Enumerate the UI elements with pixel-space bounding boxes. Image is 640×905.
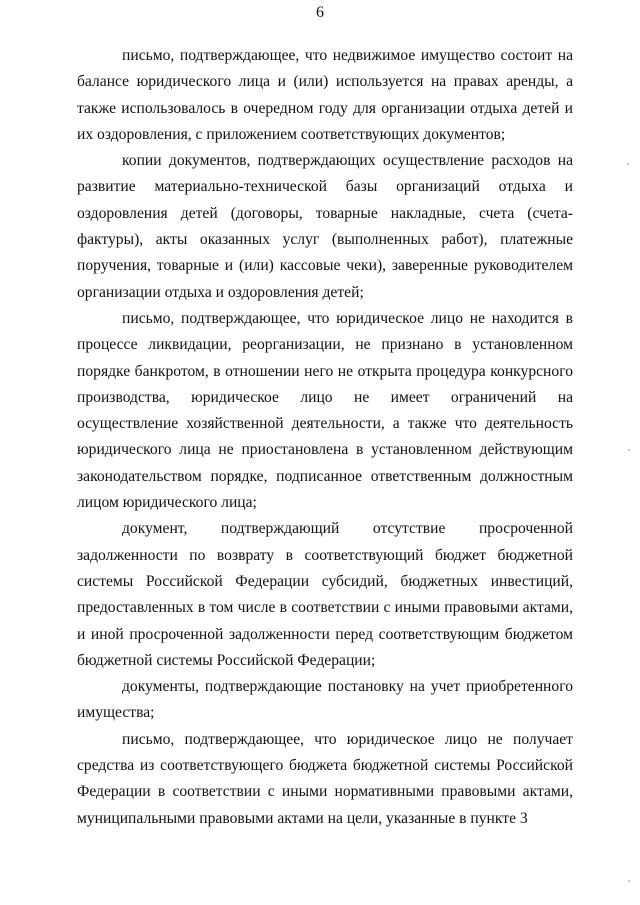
scan-speck (628, 880, 630, 882)
paragraph-legal-status-letter: письмо, подтверждающее, что юридическое лицо не находится в процессе ликвидации, реорганизации, не признано в установленном порядке банкротом, в отношении него не открыта процедура конкурсного производства, юридическое лицо не имеет ограничений на осуществление хозяйственной деятельности, а также что деятельность юридического лица не приостановлена в установленном действующим законодательством порядке, подписанное ответственным должностным лицом юридического лица; (77, 309, 573, 512)
paragraph-no-debt-document: документ, подтверждающий отсутствие просроченной задолженности по возврату в соответствующий бюджет бюджетной системы Российской Федерации субсидий, бюджетных инвестиций, предоставленных в том числе в соответствии с иными правовыми актами, и иной просроченной задолженности перед соответствующим бюджетом бюджетной системы Российской Федерации; (77, 520, 573, 669)
document-body (77, 43, 573, 832)
scan-speck (628, 449, 630, 451)
paragraph-property-letter: письмо, подтверждающее, что недвижимое имущество состоит на балансе юридического лица и (или) используется на правах аренды, а также использовалось в очередном году для организации отдыха детей и их оздоровления, с приложением соответствующих документов; (77, 47, 573, 143)
paragraph-property-registration: документы, подтверждающие постановку на учет приобретенного имущества; (77, 678, 573, 722)
paragraph-no-funding-letter: письмо, подтверждающее, что юридическое лицо не получает средства из соответствующего бюджета бюджетной системы Российской Федерации в соответствии с иными нормативными правовыми актами, муниципальными правовыми актами на цели, указанные в пункте 3 (77, 730, 573, 827)
paragraph-expense-documents: копии документов, подтверждающих осуществление расходов на развитие материально-технической базы организаций отдыха и оздоровления детей (договоры, товарные накладные, счета (счета-фактуры), акты оказанных услуг (выполненных работ), платежные поручения, товарные и (или) кассовые чеки), заверенные руководителем организации отдыха и оздоровления детей; (77, 152, 573, 301)
scan-speck (627, 163, 629, 165)
page-number: 6 (316, 4, 324, 21)
